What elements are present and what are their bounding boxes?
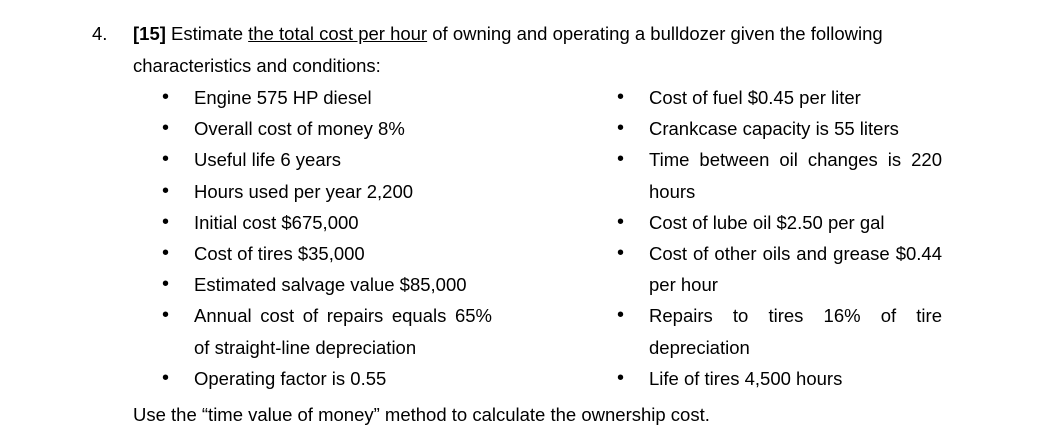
list-item: • Life of tires 4,500 hours <box>617 363 942 394</box>
left-conditions-list <box>162 82 492 394</box>
question-block <box>92 18 952 82</box>
question-number: 4. <box>92 23 108 44</box>
list-item: • Engine 575 HP diesel <box>162 82 492 113</box>
question-intro-pre: Estimate <box>171 23 249 44</box>
list-item: • Overall cost of money 8% <box>162 113 492 144</box>
question-intro-post: of owning and operating a bulldozer given the following <box>427 23 883 44</box>
question-points: [15] <box>133 23 166 44</box>
question-intro-continued: characteristics and conditions: <box>133 55 381 76</box>
question-intro-line <box>92 18 952 50</box>
list-item: • Repairs to tires 16% of tire depreciation <box>617 300 942 362</box>
list-item: • Hours used per year 2,200 <box>162 176 492 207</box>
list-item: • Crankcase capacity is 55 liters <box>617 113 942 144</box>
list-item: • Useful life 6 years <box>162 144 492 175</box>
question-intro-underlined: the total cost per hour <box>248 23 428 44</box>
list-item: • Cost of other oils and grease $0.44 per hour <box>617 238 942 300</box>
list-item: • Cost of fuel $0.45 per liter <box>617 82 942 113</box>
list-item: • Cost of lube oil $2.50 per gal <box>617 207 942 238</box>
list-item: • Initial cost $675,000 <box>162 207 492 238</box>
list-item: • Operating factor is 0.55 <box>162 363 492 394</box>
list-item: • Time between oil changes is 220 hours <box>617 144 942 206</box>
left-conditions-column <box>162 82 492 394</box>
right-conditions-column <box>617 82 942 394</box>
list-item: • Estimated salvage value $85,000 <box>162 269 492 300</box>
list-item: • Annual cost of repairs equals 65% of straight-line depreciation <box>162 300 492 362</box>
method-instruction: Use the “time value of money” method to calculate the ownership cost. <box>133 404 710 425</box>
right-conditions-list <box>617 82 942 394</box>
list-item: • Cost of tires $35,000 <box>162 238 492 269</box>
